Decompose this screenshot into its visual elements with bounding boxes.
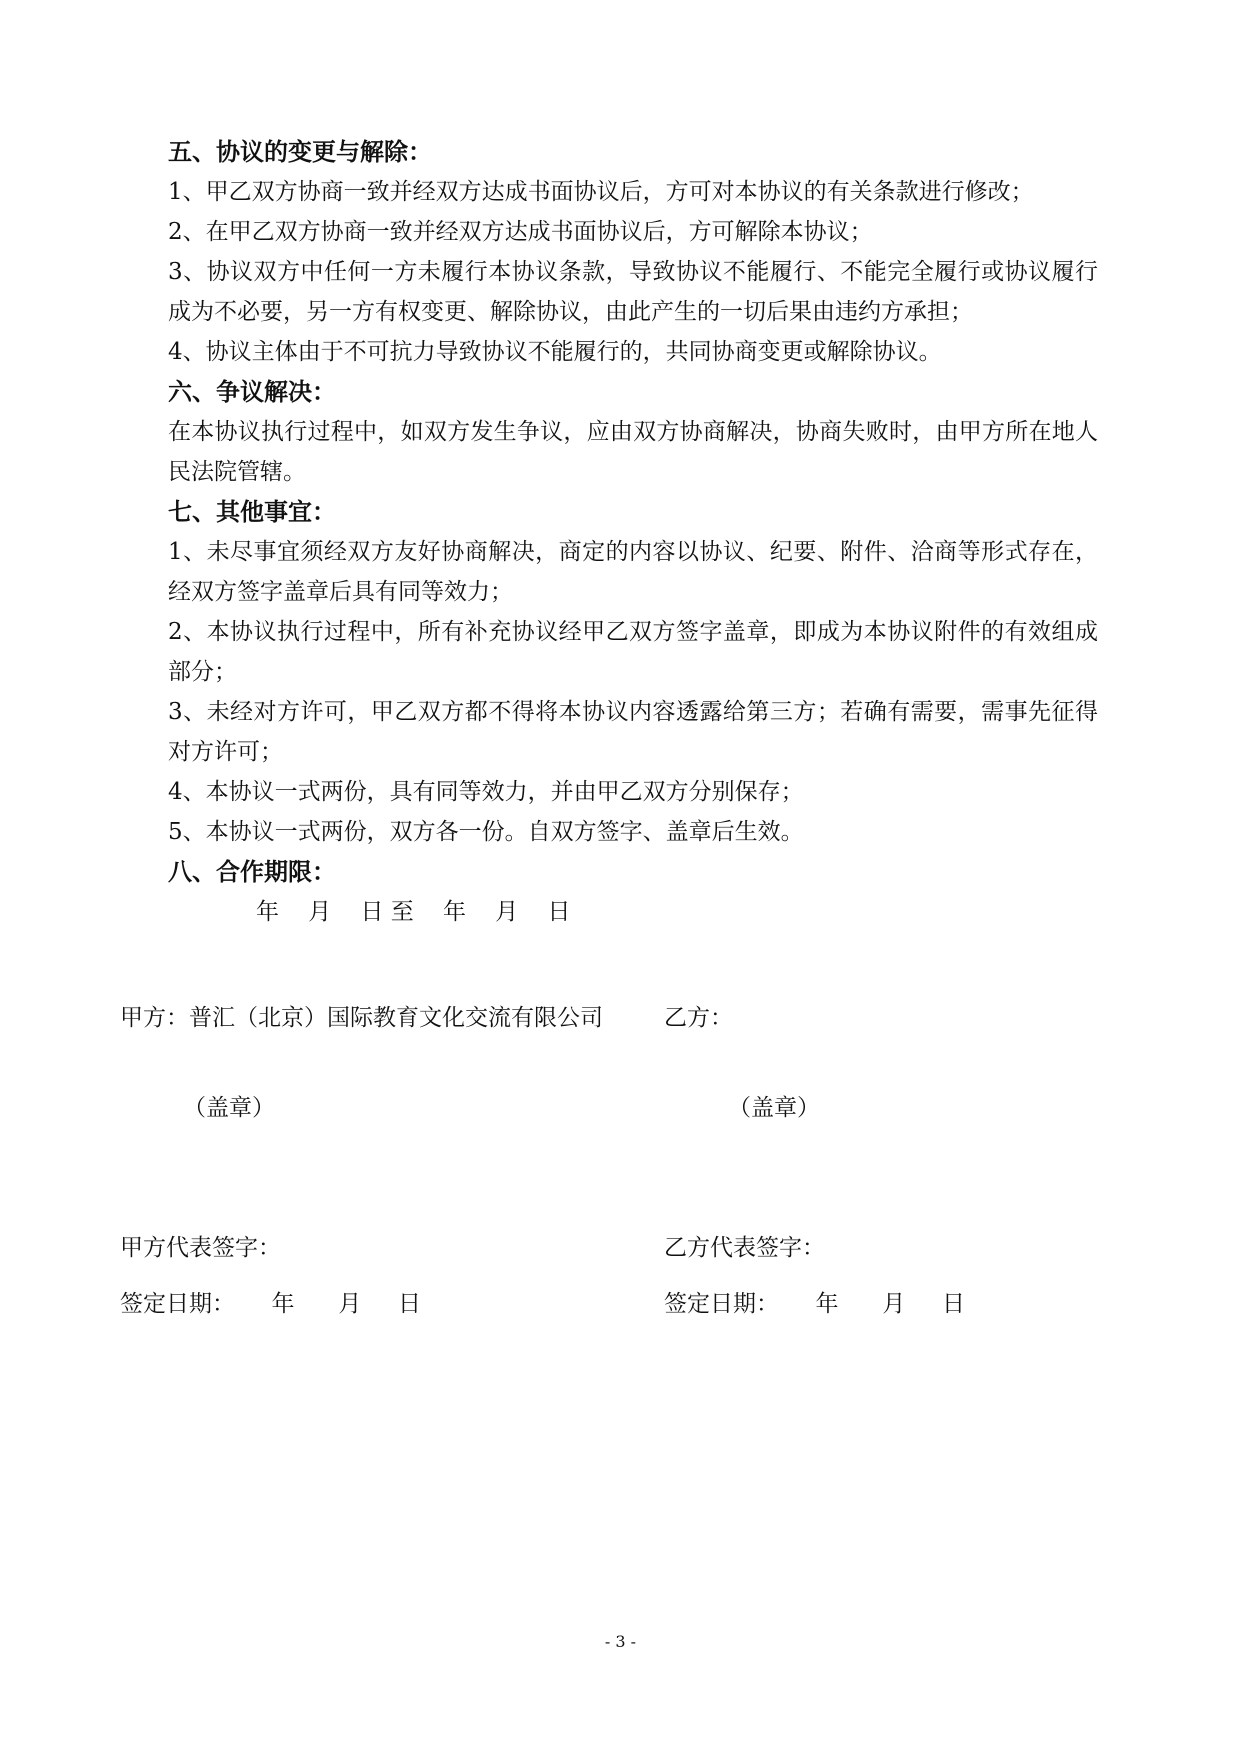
section-6-body: 在本协议执行过程中，如双方发生争议，应由双方协商解决，协商失败时，由甲方所在地人民法院管辖。: [168, 419, 1098, 485]
party-a-seal: （盖章）: [183, 1095, 275, 1121]
section-7-item-2: 2、本协议执行过程中，所有补充协议经甲乙双方签字盖章，即成为本协议附件的有效组成部分；: [168, 619, 1098, 685]
section-7-item-3: 3、未经对方许可，甲乙双方都不得将本协议内容透露给第三方；若确有需要，需事先征得对方许可；: [168, 699, 1098, 765]
page-number: - 3 -: [604, 1632, 637, 1651]
section-5-heading: 五、协议的变更与解除：: [168, 137, 432, 166]
section-7-item-1: 1、未尽事宜须经双方友好协商解决，商定的内容以协议、纪要、附件、洽商等形式存在，经双方签字盖章后具有同等效力；: [168, 539, 1098, 605]
section-7-item-5: 5、本协议一式两份，双方各一份。自双方签字、盖章后生效。: [168, 819, 804, 845]
party-a-sign-date: 签定日期： 年 月 日: [120, 1291, 421, 1317]
section-6-heading: 六、争议解决：: [168, 377, 336, 406]
party-b-representative: 乙方代表签字：: [664, 1235, 825, 1261]
party-b-name: 乙方：: [664, 1005, 733, 1031]
party-a-name: 甲方：普汇（北京）国际教育文化交流有限公司: [120, 1005, 603, 1031]
section-5-item-3: 3、协议双方中任何一方未履行本协议条款，导致协议不能履行、不能完全履行或协议履行成为不必要，另一方有权变更、解除协议，由此产生的一切后果由违约方承担；: [168, 259, 1098, 325]
section-7-heading: 七、其他事宜：: [168, 497, 336, 526]
party-b-seal: （盖章）: [728, 1095, 820, 1121]
section-5-item-4: 4、协议主体由于不可抗力导致协议不能履行的，共同协商变更或解除协议。: [168, 339, 942, 365]
section-5-item-2: 2、在甲乙双方协商一致并经双方达成书面协议后，方可解除本协议；: [168, 219, 873, 245]
party-b-sign-date: 签定日期： 年 月 日: [664, 1291, 965, 1317]
agreement-body: [168, 132, 1098, 932]
section-7-item-4: 4、本协议一式两份，具有同等效力，并由甲乙双方分别保存；: [168, 779, 804, 805]
section-5-item-1: 1、甲乙双方协商一致并经双方达成书面协议后，方可对本协议的有关条款进行修改；: [168, 179, 1034, 205]
section-8-heading: 八、合作期限：: [168, 857, 336, 886]
party-a-representative: 甲方代表签字：: [120, 1235, 281, 1261]
cooperation-period: 年 月 日 至 年 月 日: [256, 899, 571, 925]
